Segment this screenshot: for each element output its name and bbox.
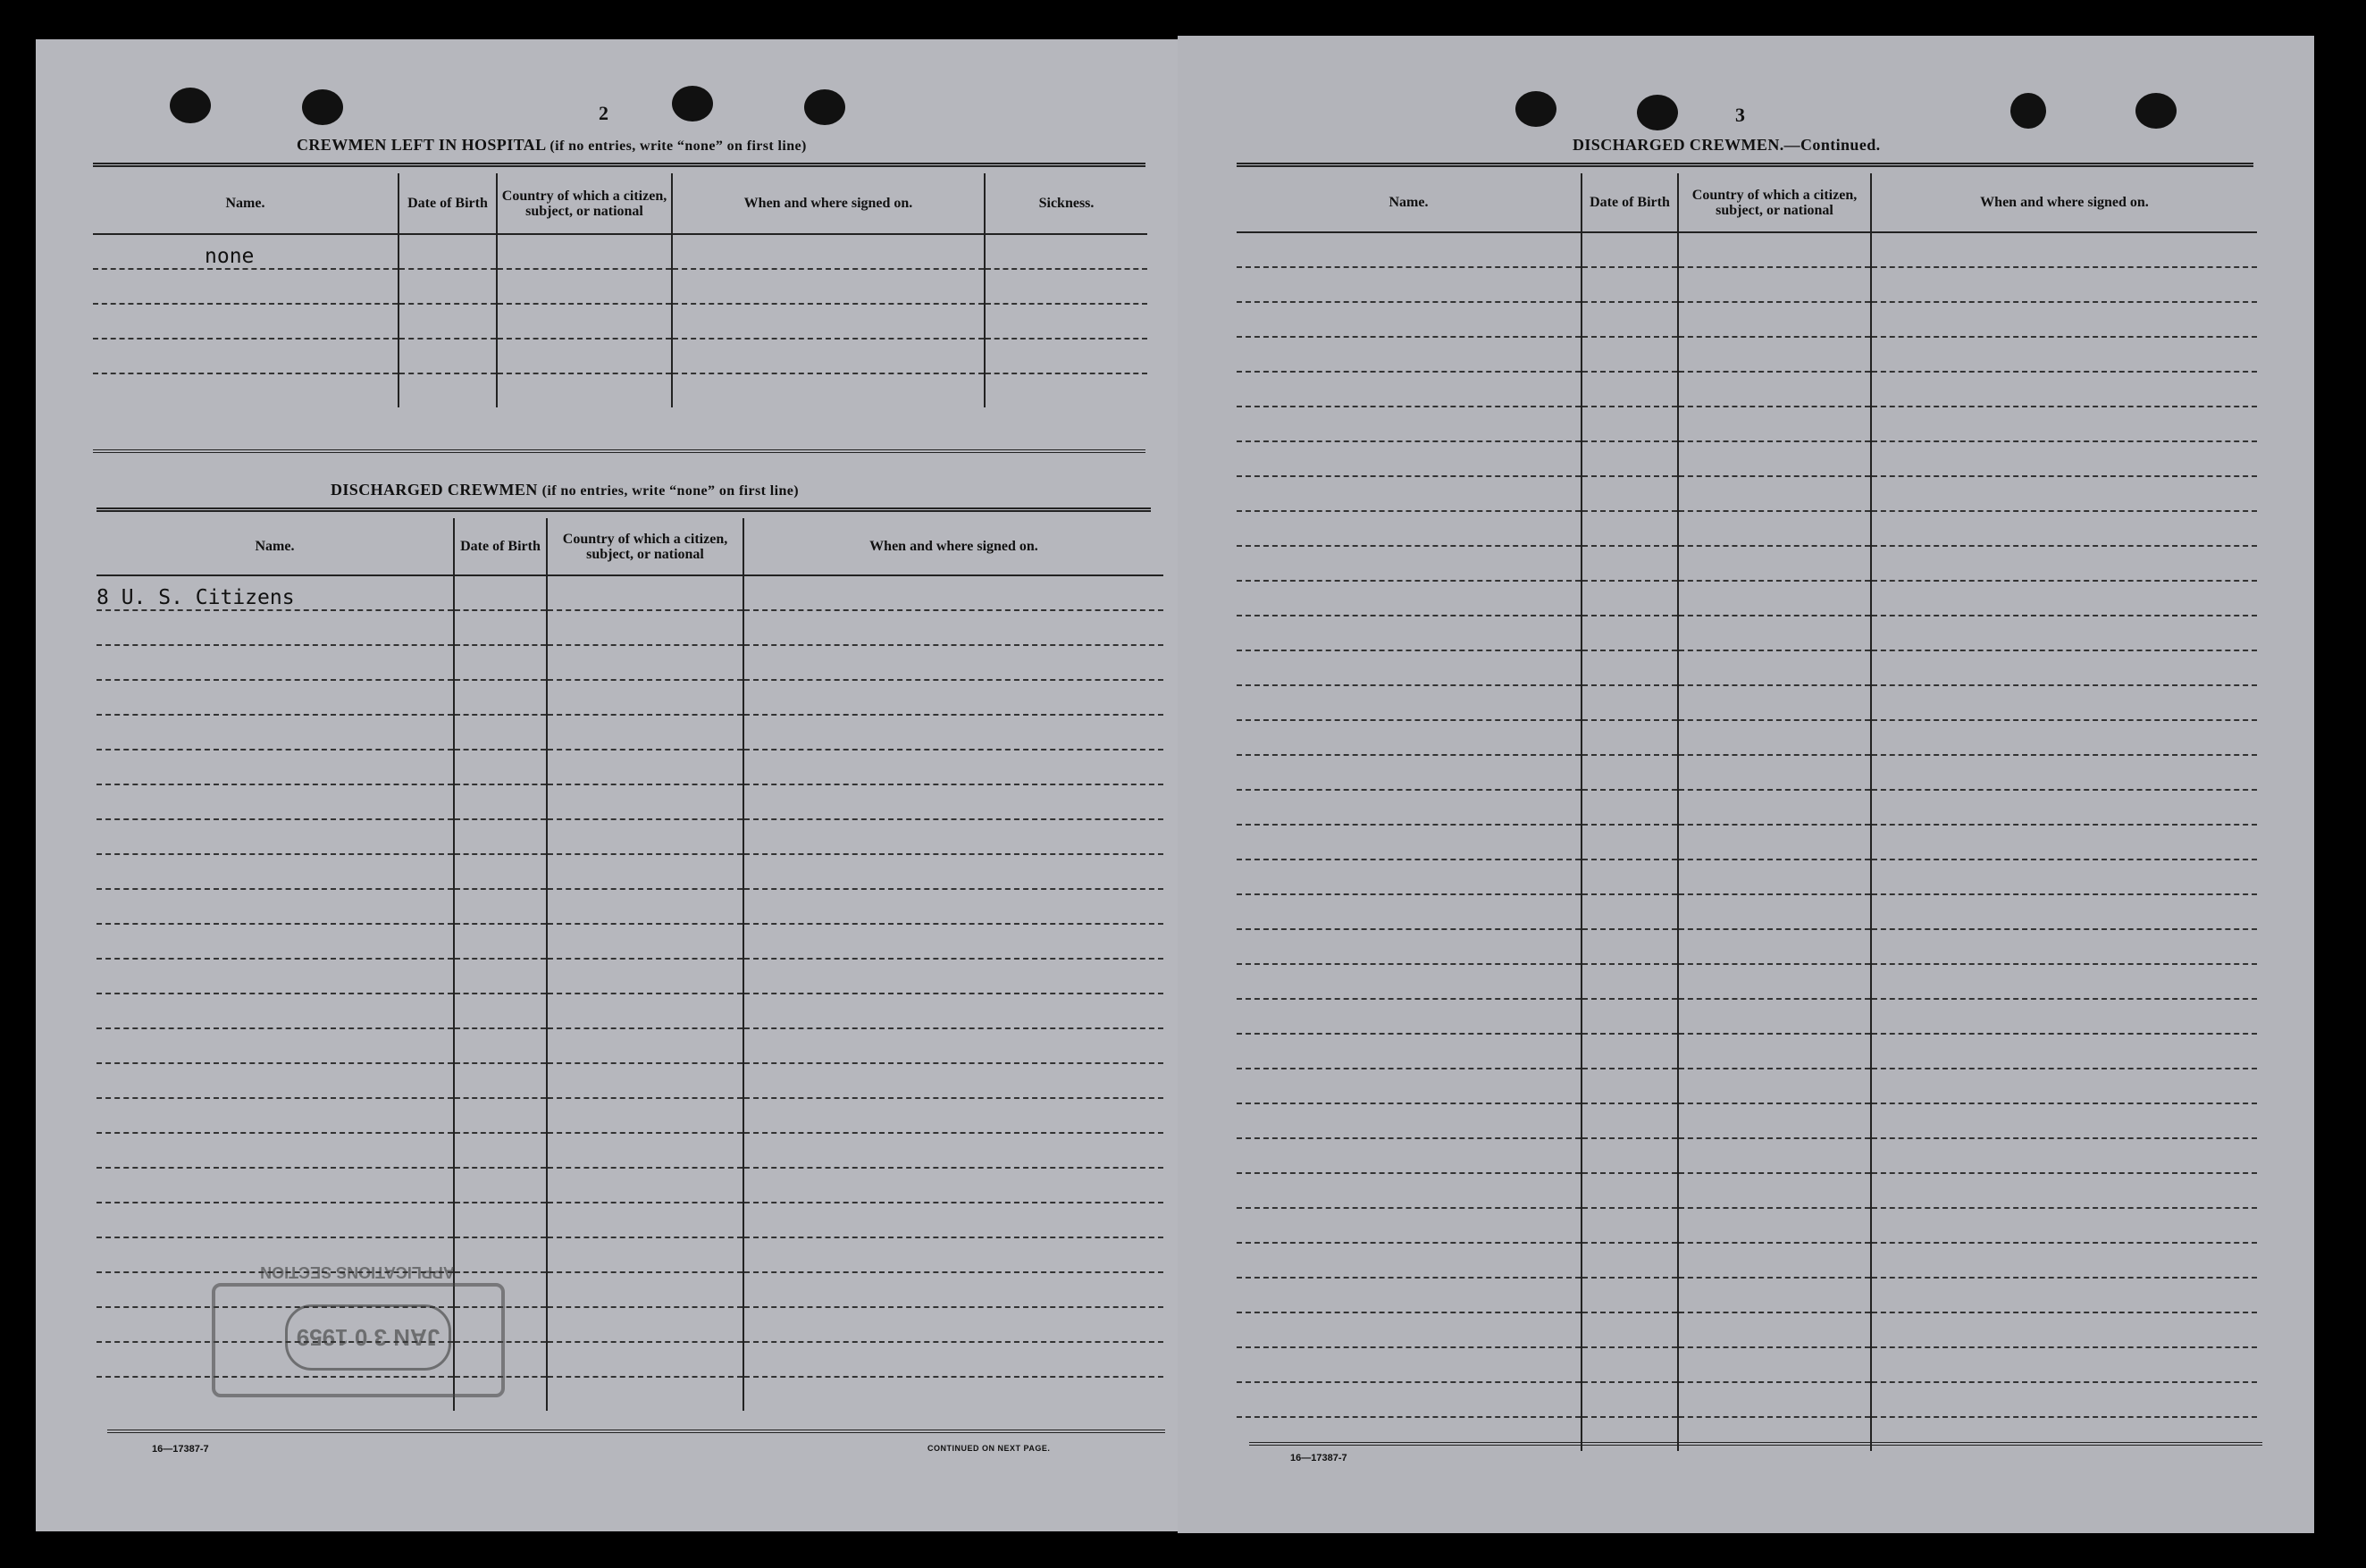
table-row (96, 889, 1163, 924)
table-row (1237, 616, 2257, 650)
hospital-title-text: CREWMEN LEFT IN HOSPITAL (297, 136, 546, 154)
table-row (96, 1028, 1163, 1063)
table-row (1237, 1278, 2257, 1312)
table-row (96, 610, 1163, 645)
form-number: 16—17387-7 (1290, 1453, 1347, 1463)
table-row (93, 339, 1147, 373)
section-rule (93, 163, 1145, 167)
table-row (96, 645, 1163, 680)
table-row (96, 959, 1163, 994)
section-rule (1249, 1442, 2262, 1446)
col-header-name: Name. (93, 173, 399, 234)
table-row (93, 269, 1147, 304)
hospital-section-title (297, 136, 807, 155)
table-row (96, 715, 1163, 750)
received-stamp (210, 1245, 505, 1406)
punch-hole (672, 86, 713, 122)
table-row (1237, 1173, 2257, 1208)
table-row (1237, 790, 2257, 825)
table-row (96, 1063, 1163, 1098)
hospital-table (93, 173, 1147, 407)
discharged-continued-title: DISCHARGED CREWMEN.—Continued. (1573, 136, 1881, 154)
discharged-title-note: (if no entries, write “none” on first line) (541, 483, 800, 499)
table-row (1237, 511, 2257, 546)
table-row (1237, 407, 2257, 441)
table-row (1237, 1417, 2257, 1451)
col-header-signed-on: When and where signed on. (743, 518, 1163, 575)
form-page-3 (1178, 36, 2314, 1533)
punch-hole (2135, 93, 2177, 129)
discharged-continued-table (1237, 173, 2257, 1451)
stamp-date: JAN 3 0 1959 (285, 1304, 451, 1371)
col-header-name: Name. (96, 518, 454, 575)
table-row (1237, 755, 2257, 790)
table-row (1237, 337, 2257, 372)
discharged-section-title (331, 481, 799, 499)
col-header-signed-on: When and where signed on. (1871, 173, 2257, 232)
table-row (93, 373, 1147, 407)
table-row (96, 819, 1163, 854)
page-number: 2 (599, 102, 608, 124)
table-row (1237, 267, 2257, 302)
punch-hole (2010, 93, 2046, 129)
table-row (96, 784, 1163, 819)
table-row (1237, 1347, 2257, 1382)
punch-hole (170, 88, 211, 123)
col-header-name: Name. (1237, 173, 1582, 232)
page-number: 3 (1735, 104, 1745, 126)
continued-note: CONTINUED ON NEXT PAGE. (927, 1444, 1051, 1453)
table-row (1237, 546, 2257, 581)
table-row (1237, 302, 2257, 337)
table-row (1237, 720, 2257, 755)
section-rule (107, 1430, 1165, 1433)
table-row (1237, 232, 2257, 267)
col-header-signed-on: When and where signed on. (672, 173, 985, 234)
punch-hole (1637, 95, 1678, 130)
table-row (1237, 685, 2257, 720)
table-row (1237, 999, 2257, 1034)
col-header-date-of-birth: Date of Birth (1582, 173, 1678, 232)
col-header-country: Country of which a citizen, subject, or national (497, 173, 672, 234)
col-header-country: Country of which a citizen, subject, or national (547, 518, 743, 575)
table-row (96, 1203, 1163, 1237)
table-row (1237, 1382, 2257, 1417)
table-row (1237, 1243, 2257, 1278)
table-row (96, 924, 1163, 959)
table-row (1237, 372, 2257, 407)
punch-hole (302, 89, 343, 125)
punch-hole (1515, 91, 1556, 127)
table-row (93, 304, 1147, 339)
discharged-first-entry: 8 U. S. Citizens (96, 575, 454, 610)
col-header-country: Country of which a citizen, subject, or national (1678, 173, 1871, 232)
table-row (1237, 825, 2257, 859)
hospital-title-note: (if no entries, write “none” on first line) (550, 138, 807, 154)
table-row (96, 1168, 1163, 1203)
table-row (96, 1133, 1163, 1168)
table-row (1237, 929, 2257, 964)
table-row (1237, 1208, 2257, 1243)
col-header-date-of-birth: Date of Birth (454, 518, 547, 575)
section-rule (93, 449, 1145, 453)
form-page-2 (36, 39, 1178, 1531)
table-row (1237, 476, 2257, 511)
section-rule (96, 507, 1151, 512)
table-row (1237, 650, 2257, 685)
table-row (96, 750, 1163, 784)
table-row (93, 234, 1147, 269)
table-row (96, 575, 1163, 610)
table-row (1237, 1138, 2257, 1173)
hospital-first-entry: none (93, 234, 399, 269)
col-header-date-of-birth: Date of Birth (399, 173, 497, 234)
table-row (1237, 581, 2257, 616)
table-row (1237, 1103, 2257, 1138)
table-row (96, 1098, 1163, 1133)
discharged-title-text: DISCHARGED CREWMEN (331, 481, 538, 499)
col-header-sickness: Sickness. (985, 173, 1147, 234)
table-row (1237, 894, 2257, 929)
table-row (96, 680, 1163, 715)
table-row (1237, 1069, 2257, 1103)
table-row (1237, 859, 2257, 894)
section-rule (1237, 163, 2253, 167)
table-row (1237, 964, 2257, 999)
table-row (1237, 441, 2257, 476)
punch-hole (804, 89, 845, 125)
table-row (96, 994, 1163, 1028)
table-row (1237, 1312, 2257, 1347)
stamp-text: APPLICATIONS SECTION (260, 1263, 455, 1281)
form-number: 16—17387-7 (152, 1444, 209, 1455)
table-row (96, 854, 1163, 889)
table-row (1237, 1034, 2257, 1069)
